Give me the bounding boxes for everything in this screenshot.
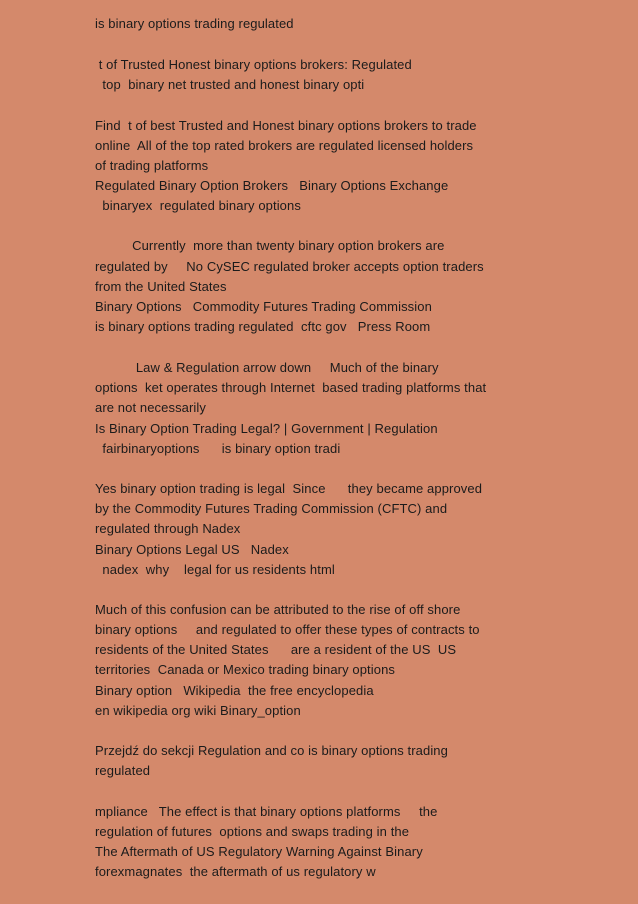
- text-line: regulation of futures options and swaps trading in the: [95, 824, 410, 839]
- text-line: binaryex regulated binary options: [95, 198, 301, 213]
- text-line: Much of this confusion can be attributed to the rise of off shore: [95, 602, 461, 617]
- text-line: t of Trusted Honest binary options brokers: Regulated: [95, 57, 412, 72]
- text-line: Currently more than twenty binary option brokers are: [95, 238, 445, 253]
- text-line: is binary options trading regulated cftc gov Press Room: [95, 319, 431, 334]
- text-line: of trading platforms: [95, 158, 209, 173]
- text-line: en wikipedia org wiki Binary_option: [95, 703, 301, 718]
- text-line: regulated: [95, 763, 151, 778]
- text-line: options ket operates through Internet based trading platforms that: [95, 380, 487, 395]
- text-line: by the Commodity Futures Trading Commission (CFTC) and: [95, 501, 448, 516]
- text-line: Law & Regulation arrow down Much of the binary: [95, 360, 439, 375]
- text-line: nadex why legal for us residents html: [95, 562, 335, 577]
- text-line: fairbinaryoptions is binary option tradi: [95, 441, 341, 456]
- text-line: territories Canada or Mexico trading binary options: [95, 662, 396, 677]
- text-line: Binary Options Legal US Nadex: [95, 542, 289, 557]
- text-line: forexmagnates the aftermath of us regulatory w: [95, 864, 376, 879]
- text-line: Regulated Binary Option Brokers Binary Options Exchange: [95, 178, 449, 193]
- text-line: are not necessarily: [95, 400, 207, 415]
- text-line: top binary net trusted and honest binary opti: [95, 77, 365, 92]
- text-line: Przejdź do sekcji Regulation and co is binary options trading: [95, 743, 448, 758]
- text-line: online All of the top rated brokers are regulated licensed holders: [95, 138, 474, 153]
- text-line: Find t of best Trusted and Honest binary options brokers to trade: [95, 118, 477, 133]
- text-line: Yes binary option trading is legal Since they became approved: [95, 481, 483, 496]
- text-line: Is Binary Option Trading Legal? | Government | Regulation: [95, 421, 438, 436]
- text-line: regulated by No CySEC regulated broker accepts option traders: [95, 259, 484, 274]
- text-line: binary options and regulated to offer these types of contracts to: [95, 622, 480, 637]
- text-line: Binary Options Commodity Futures Trading Commission: [95, 299, 432, 314]
- text-line: regulated through Nadex: [95, 521, 241, 536]
- text-line: Binary option Wikipedia the free encyclopedia: [95, 683, 374, 698]
- text-line: is binary options trading regulated: [95, 16, 294, 31]
- text-line: The Aftermath of US Regulatory Warning Against Binary: [95, 844, 423, 859]
- text-line: residents of the United States are a resident of the US US: [95, 642, 457, 657]
- text-line: from the United States: [95, 279, 227, 294]
- text-line: mpliance The effect is that binary options platforms the: [95, 804, 438, 819]
